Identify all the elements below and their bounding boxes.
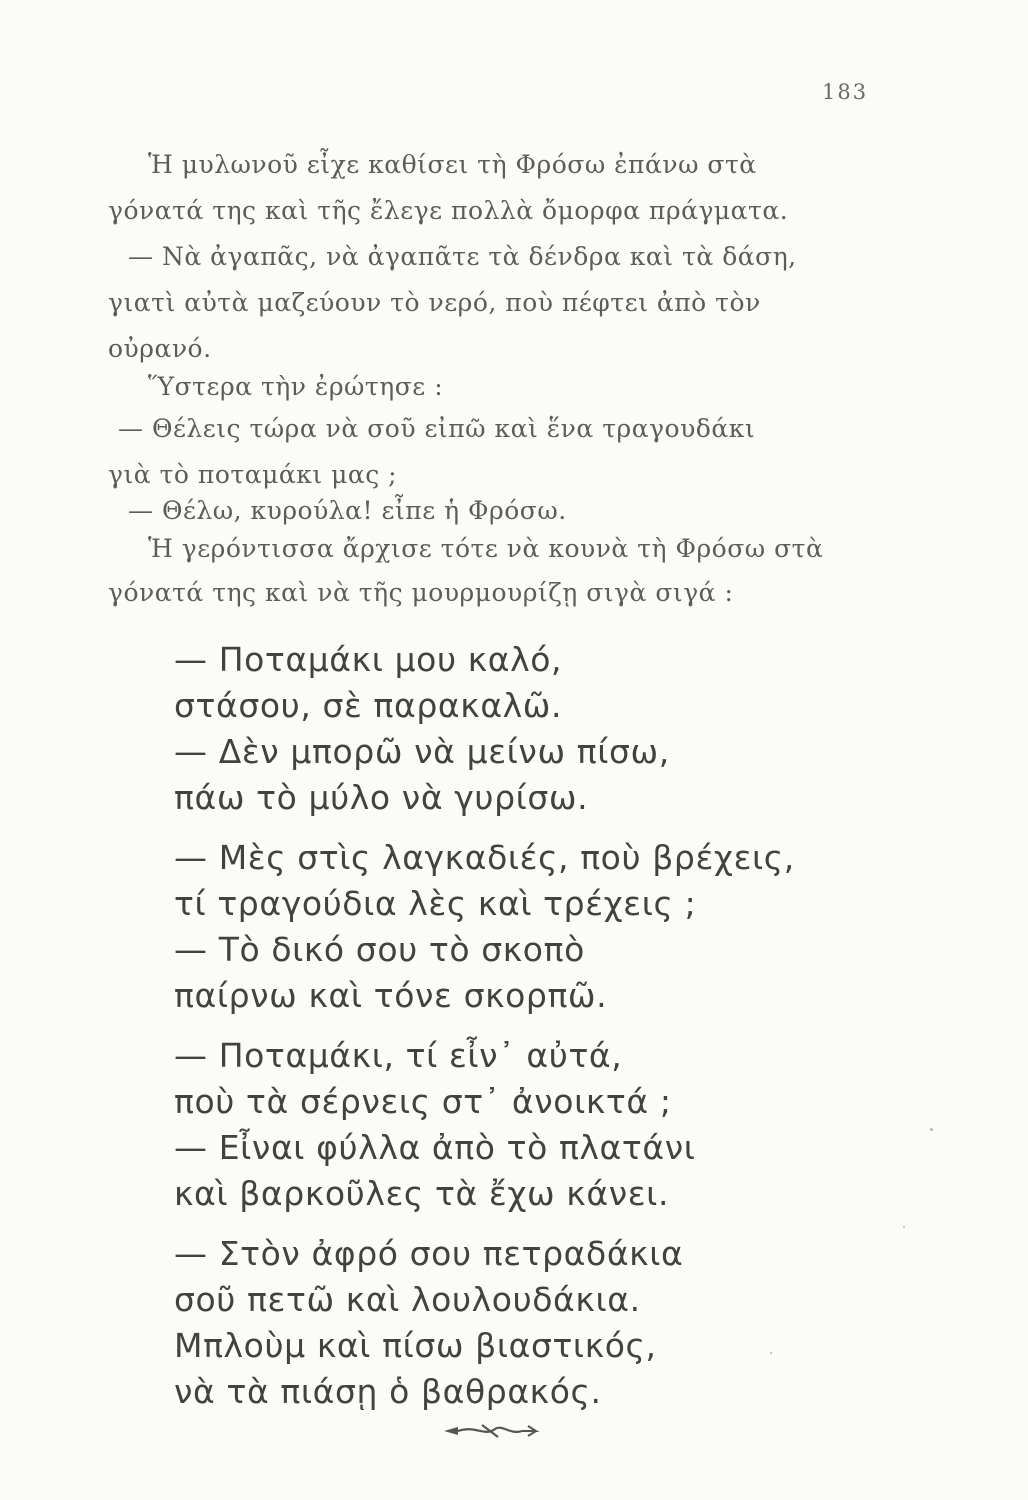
ornamental-flourish-icon (440, 1415, 540, 1445)
poem-line: στάσου, σὲ παρακαλῶ. (174, 686, 563, 725)
prose-line: Ὕστερα τὴν ἐρώτησε : (148, 372, 444, 401)
poem-line: ποὺ τὰ σέρνεις στ᾿ ἀνοικτά ; (174, 1082, 672, 1121)
prose-line: Ἡ μυλωνοῦ εἶχε καθίσει τὴ Φρόσω ἐπάνω στὰ (148, 150, 757, 179)
poem-line: — Εἶναι φύλλα ἀπὸ τὸ πλατάνι (174, 1128, 696, 1167)
prose-line: οὐρανό. (108, 334, 212, 363)
poem-line: τί τραγούδια λὲς καὶ τρέχεις ; (174, 884, 697, 923)
poem-line: — Τὸ δικό σου τὸ σκοπὸ (174, 930, 585, 969)
prose-line: γόνατά της καὶ νὰ τῆς μουρμουρίζῃ σιγὰ σιγά : (108, 578, 734, 607)
prose-line: γιατὶ αὐτὰ μαζεύουν τὸ νερό, ποὺ πέφτει ἀπὸ τὸν (108, 288, 761, 317)
poem-line: νὰ τὰ πιάσῃ ὁ βαθρακός. (174, 1372, 602, 1411)
poem-line: καὶ βαρκοῦλες τὰ ἔχω κάνει. (174, 1174, 670, 1213)
page-number: 183 (822, 80, 869, 104)
print-speck (770, 1352, 772, 1354)
poem-line: — Ποταμάκι μου καλό, (174, 640, 563, 679)
prose-line: — Θέλω, κυρούλα! εἶπε ἡ Φρόσω. (128, 496, 567, 525)
prose-line: γόνατά της καὶ τῆς ἔλεγε πολλὰ ὄμορφα πράγματα. (108, 196, 789, 225)
poem-line: — Στὸν ἀφρό σου πετραδάκια (174, 1234, 684, 1273)
poem-line: — Δὲν μπορῶ νὰ μείνω πίσω, (174, 732, 670, 771)
poem-line: πάω τὸ μύλο νὰ γυρίσω. (174, 778, 589, 817)
prose-line: — Νὰ ἀγαπᾶς, νὰ ἀγαπᾶτε τὰ δένδρα καὶ τὰ δάση, (128, 242, 797, 271)
poem-line: Μπλοὺμ καὶ πίσω βιαστικός, (174, 1326, 657, 1365)
prose-line: Ἡ γερόντισσα ἄρχισε τότε νὰ κουνὰ τὴ Φρόσω στὰ (148, 534, 824, 563)
prose-line: γιὰ τὸ ποταμάκι μας ; (108, 460, 398, 489)
poem-line: σοῦ πετῶ καὶ λουλουδάκια. (174, 1280, 641, 1319)
prose-line: — Θέλεις τώρα νὰ σοῦ εἰπῶ καὶ ἕνα τραγουδάκι (118, 414, 756, 443)
print-speck (903, 1226, 905, 1228)
poem-line: — Ποταμάκι, τί εἶν᾿ αὐτά, (174, 1036, 623, 1075)
poem-line: — Μὲς στὶς λαγκαδιές, ποὺ βρέχεις, (174, 838, 795, 877)
poem-line: παίρνω καὶ τόνε σκορπῶ. (174, 976, 608, 1015)
print-speck (930, 1128, 933, 1131)
